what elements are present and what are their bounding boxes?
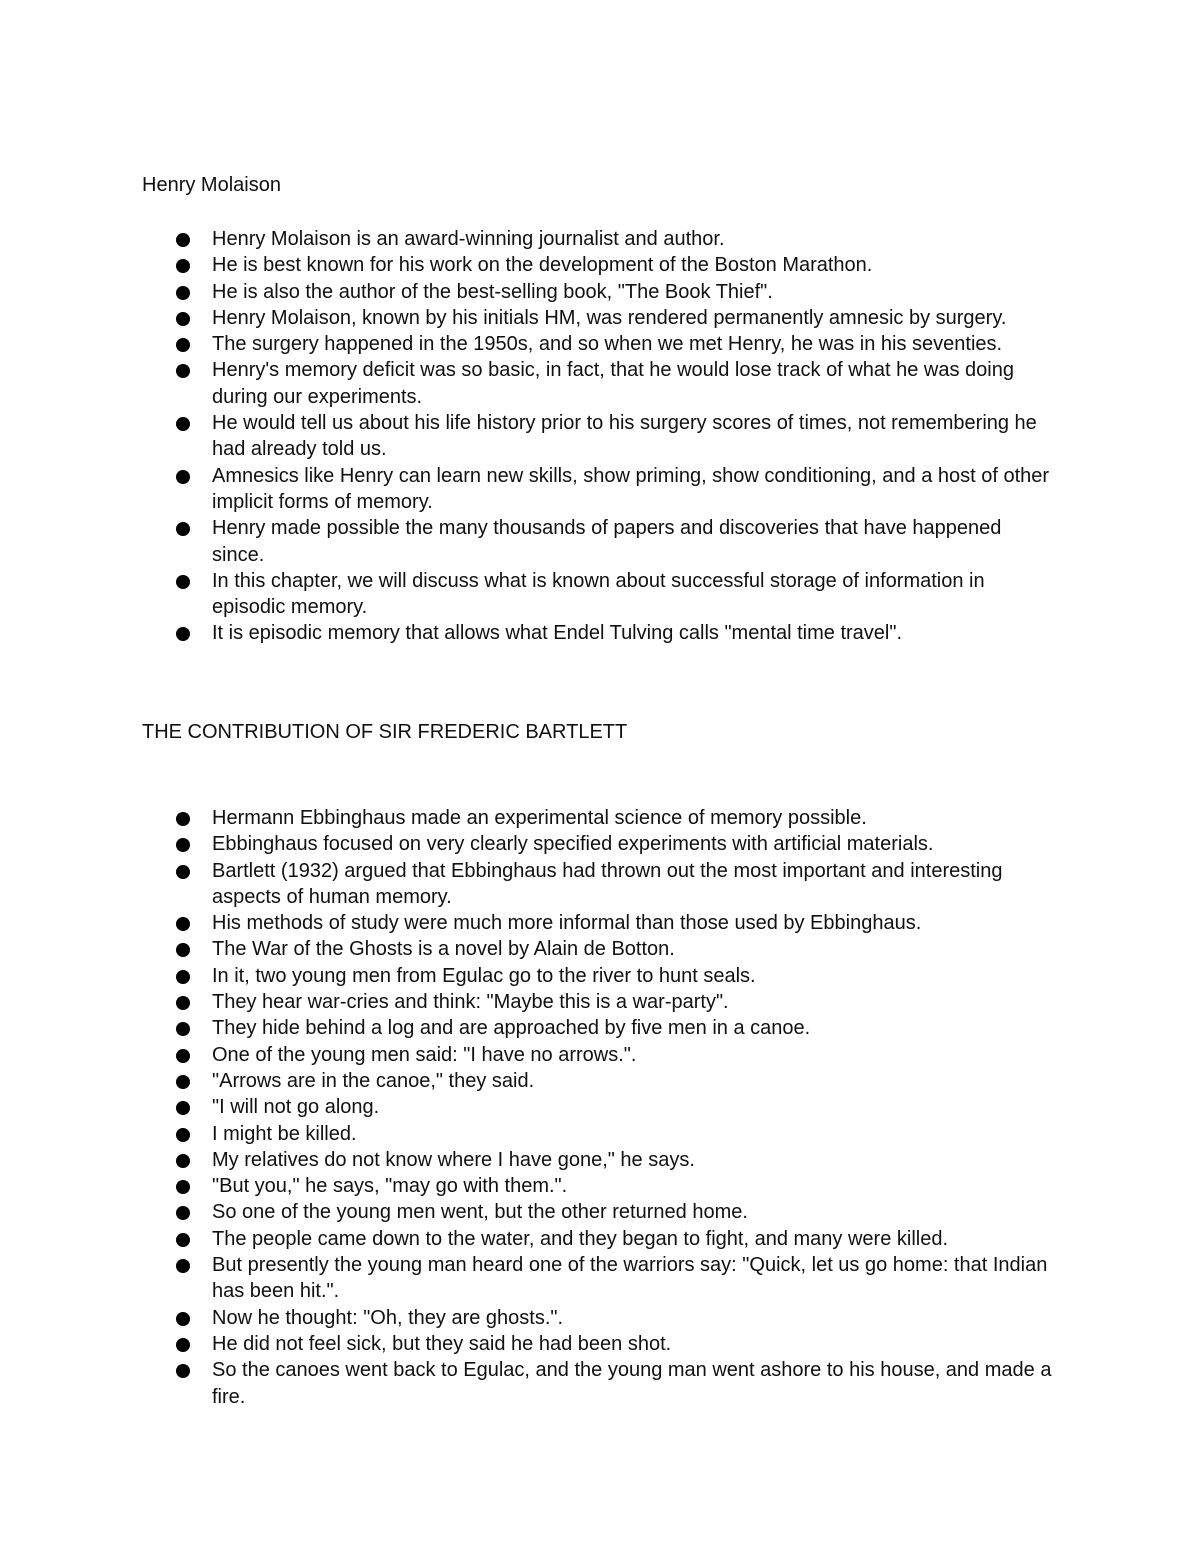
list-item	[175, 1226, 1055, 1252]
list-item	[175, 357, 1055, 410]
bullet-icon	[176, 470, 190, 484]
list-item	[175, 1357, 1055, 1410]
bullet-icon	[176, 996, 190, 1010]
list-item	[175, 1199, 1055, 1225]
list-item-text: Henry made possible the many thousands of papers and discoveries that have happened since.	[212, 517, 1002, 566]
bullet-icon	[176, 1338, 190, 1352]
list-item-text: "I will not go along.	[212, 1096, 380, 1119]
bullet-icon	[176, 917, 190, 931]
list-item	[175, 831, 1055, 857]
section-heading-bartlett: THE CONTRIBUTION OF SIR FREDERIC BARTLETT	[142, 721, 628, 743]
bullet-icon	[176, 1075, 190, 1089]
list-item	[175, 1147, 1055, 1173]
list-item	[175, 1331, 1055, 1357]
bullet-icon	[176, 1049, 190, 1063]
list-item	[175, 463, 1055, 516]
bullet-icon	[176, 838, 190, 852]
bullet-icon	[176, 233, 190, 247]
list-item-text: "But you," he says, "may go with them.".	[212, 1175, 568, 1198]
list-item-text: Henry Molaison is an award-winning journalist and author.	[212, 228, 725, 250]
list-item-text: He is best known for his work on the development of the Boston Marathon.	[212, 254, 873, 277]
list-item-text: In this chapter, we will discuss what is known about successful storage of information in episodic memory.	[212, 569, 985, 619]
list-item-text: But presently the young man heard one of the warriors say: "Quick, let us go home: that Indian has been hit.".	[212, 1254, 1048, 1303]
list-item	[175, 1068, 1055, 1094]
list-item	[175, 1121, 1055, 1147]
list-item-text: He would tell us about his life history prior to his surgery scores of times, not remembering he had already told us.	[212, 412, 1037, 461]
list-item	[175, 279, 1055, 305]
bullet-icon	[176, 1128, 190, 1142]
bullet-icon	[176, 1154, 190, 1168]
list-item	[175, 620, 1055, 646]
section-heading-henry-molaison: Henry Molaison	[142, 174, 281, 196]
list-item	[175, 226, 1055, 252]
list-item-text: They hide behind a log and are approached by five men in a canoe.	[212, 1017, 811, 1040]
list-item-text: His methods of study were much more informal than those used by Ebbinghaus.	[212, 912, 922, 935]
list-item-text: "Arrows are in the canoe," they said.	[212, 1069, 535, 1092]
list-item-text: One of the young men said: "I have no arrows.".	[212, 1043, 637, 1066]
bullet-icon	[176, 1312, 190, 1326]
list-item	[175, 1094, 1055, 1120]
bullet-icon	[176, 1259, 190, 1273]
list-item-text: So one of the young men went, but the other returned home.	[212, 1201, 748, 1224]
list-item-text: Bartlett (1932) argued that Ebbinghaus had thrown out the most important and interesting aspects of human memory.	[212, 859, 1003, 908]
list-item-text: He is also the author of the best-selling book, "The Book Thief".	[212, 280, 773, 303]
list-item-text: In it, two young men from Egulac go to the river to hunt seals.	[212, 964, 756, 987]
list-item-text: It is episodic memory that allows what Endel Tulving calls "mental time travel".	[212, 622, 903, 645]
list-item-text: Ebbinghaus focused on very clearly specified experiments with artificial materials.	[212, 833, 934, 856]
list-item-text: Amnesics like Henry can learn new skills, show priming, show conditioning, and a host of other implicit forms of memory.	[212, 464, 1050, 513]
list-item-text: Hermann Ebbinghaus made an experimental science of memory possible.	[212, 807, 867, 829]
list-item	[175, 1252, 1055, 1305]
bullet-icon	[176, 575, 190, 589]
bullet-icon	[176, 312, 190, 326]
bullet-icon	[176, 286, 190, 300]
list-item-text: He did not feel sick, but they said he had been shot.	[212, 1332, 672, 1355]
bullet-list-bartlett	[175, 805, 1055, 1410]
bullet-icon	[176, 1180, 190, 1194]
list-item	[175, 515, 1055, 568]
list-item-text: The surgery happened in the 1950s, and so when we met Henry, he was in his seventies.	[212, 333, 1003, 356]
list-item	[175, 936, 1055, 962]
list-item-text: Henry Molaison, known by his initials HM, was rendered permanently amnesic by surgery.	[212, 306, 1007, 329]
list-item	[175, 1042, 1055, 1068]
list-item	[175, 568, 1055, 621]
bullet-icon	[176, 338, 190, 352]
bullet-icon	[176, 1364, 190, 1378]
bullet-icon	[176, 970, 190, 984]
bullet-icon	[176, 1206, 190, 1220]
list-item-text: They hear war-cries and think: "Maybe this is a war-party".	[212, 991, 729, 1014]
list-item-text: The War of the Ghosts is a novel by Alain de Botton.	[212, 938, 675, 961]
list-item	[175, 858, 1055, 911]
list-item	[175, 410, 1055, 463]
bullet-icon	[176, 812, 190, 826]
list-item-text: I might be killed.	[212, 1122, 357, 1145]
list-item	[175, 1173, 1055, 1199]
bullet-icon	[176, 522, 190, 536]
list-item	[175, 805, 1055, 831]
list-item-text: My relatives do not know where I have gone," he says.	[212, 1148, 695, 1171]
list-item-text: The people came down to the water, and they began to fight, and many were killed.	[212, 1227, 949, 1250]
list-item	[175, 910, 1055, 936]
bullet-icon	[176, 364, 190, 378]
list-item-text: Now he thought: "Oh, they are ghosts.".	[212, 1306, 564, 1329]
bullet-icon	[176, 259, 190, 273]
list-item	[175, 989, 1055, 1015]
bullet-icon	[176, 865, 190, 879]
list-item	[175, 963, 1055, 989]
bullet-icon	[176, 943, 190, 957]
list-item-text: So the canoes went back to Egulac, and the young man went ashore to his house, and made a fire.	[212, 1359, 1052, 1408]
bullet-icon	[176, 1101, 190, 1115]
list-item	[175, 1015, 1055, 1041]
list-item	[175, 252, 1055, 278]
bullet-icon	[176, 1233, 190, 1247]
bullet-icon	[176, 627, 190, 641]
bullet-list-henry-molaison	[175, 226, 1055, 647]
list-item	[175, 305, 1055, 331]
list-item	[175, 331, 1055, 357]
bullet-icon	[176, 417, 190, 431]
list-item	[175, 1305, 1055, 1331]
bullet-icon	[176, 1022, 190, 1036]
list-item-text: Henry's memory deficit was so basic, in fact, that he would lose track of what he was doing during our experiments.	[212, 359, 1014, 408]
